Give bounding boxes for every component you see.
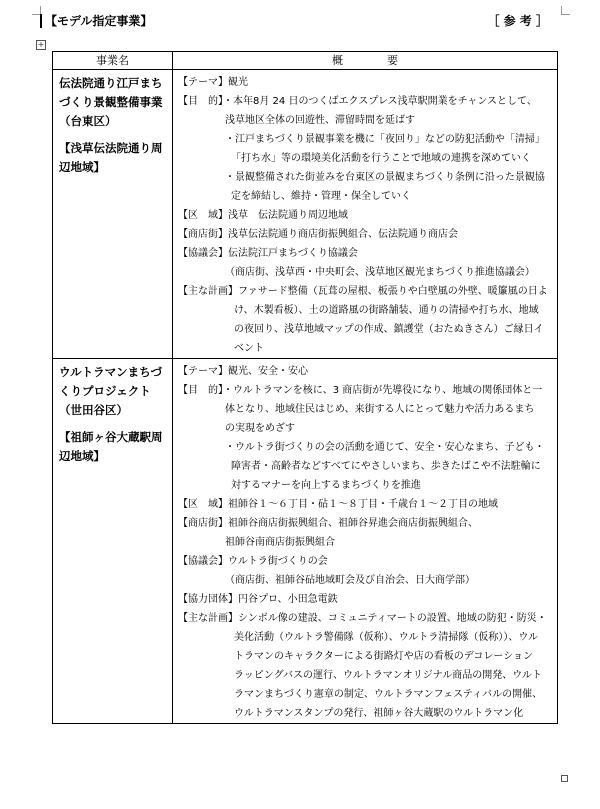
summary-line: 【商店街】祖師谷商店街振興組合、祖師谷昇進会商店街振興組合、 [178,518,478,529]
summary-line: 浅草地区全体の回遊性、滞留時間を延ばす [225,115,415,126]
summary-line: 美化活動（ウルトラ警備隊（仮称）、ウルトラ清掃隊（仮称））、ウル [234,632,539,643]
project-location: 【祖師ヶ谷大蔵駅周 辺地域】 [59,430,163,463]
summary-line: 【目 的】・本年8月 24 日のつくばエクスプレス浅草駅開業をチャンスとして、 [178,96,537,107]
header-model-label: 【モデル指定事業】 [40,12,152,29]
summary-line: （商店街、祖師谷砧地域町会及び自治会、日大商学部） [225,575,475,586]
summary-line: 【主な計画】シンボル像の建設、コミュニティマートの設置、地域の防犯・防災・ [178,613,547,624]
project-name-cell [53,359,173,724]
summary-line: ・景観整備された街並みを台東区の景観まちづくり条例に沿った景観協 [225,172,545,183]
summary-line: （商店街、浅草西・中央町会、浅草地区観光まちづくり推進協議会） [225,267,535,278]
project-name: ウルトラマンまちづ くりプロジェクト （世田谷区） [59,365,163,417]
summary-line: 【協議会】伝法院江戸まちづくり協議会 [178,248,358,259]
summary-line: 障害者・高齢者などすべてにやさしいまち、歩きたばこや不法駐輪に [231,461,541,472]
summary-line: 【商店街】浅草伝法院通り商店街振興組合、伝法院通り商店会 [178,229,458,240]
summary-line: の実現をめざす [225,423,295,434]
table-resize-handle-icon[interactable] [561,775,568,782]
summary-line: 体となり、地域住民はじめ、来街する人にとって魅力や活力あるまち [225,404,535,415]
table-row [53,359,558,724]
table-move-handle-icon[interactable]: + [37,40,45,49]
summary-line: ウルトラマンスタンプの発行、祖師ヶ谷大蔵駅のウルトラマン化 [234,708,524,719]
summary-line: 対するマナーを向上するまちづくりを推進 [231,480,421,491]
summary-line: ベント [234,343,264,354]
summary-line: トラマンのキャラクターによる街路灯や店の看板のデコレーション [234,651,533,662]
summary-line: 【テーマ】観光、安全・安心 [178,366,308,377]
summary-line: 定を締結し、維持・管理・保全していく [231,191,411,202]
summary-line: ラッピングバスの運行、ウルトラマンオリジナル商品の開発、ウルト [234,670,542,681]
project-name: 伝法院通り江戸まち づくり景観整備事業 （台東区） [59,76,163,128]
project-summary-cell [173,70,558,359]
summary-line: ラマンまちづくり憲章の制定、ウルトラマンフェスティバルの開催、 [234,689,543,700]
summary-line: 「打ち水」等の環境美化活動を行うことで地域の連携を深めていく [231,153,531,164]
project-location: 【浅草伝法院通り周 辺地域】 [59,141,163,174]
summary-line: け、木製看板）、土の道路風の街路舗装、通りの清掃や打ち水、地域 [234,305,539,316]
summary-line: 【目 的】・ウルトラマンを核に、3 商店街が先導役になり、地域の関係団体と一 [178,385,543,396]
project-summary-cell [173,359,558,724]
crop-mark-top-right [561,6,570,15]
summary-line: ・ウルトラ街づくりの会の活動を通じて、安全・安心なまち、子ども・ [225,442,545,453]
table-row [53,70,558,359]
summary-line: 【主な計画】ファサード整備（瓦葺の屋根、板張りや白壁風の外壁、暖簾風の日よ [178,286,548,297]
col-header-summary: 概 要 [173,52,558,70]
summary-line: 祖師谷南商店街振興組合 [225,537,335,548]
summary-line: 【協力団体】円谷プロ、小田急電鉄 [178,594,338,605]
projects-table [52,51,558,724]
project-name-cell [53,70,173,359]
summary-line: 【協議会】ウルトラ街づくりの会 [178,556,328,567]
summary-line: ・江戸まちづくり景観事業を機に「夜回り」などの防犯活動や「清掃」 [225,134,545,145]
table-header-row [53,52,558,70]
summary-line: 【区 域】祖師谷１～６丁目・砧１～８丁目・千歳台１～２丁目の地域 [178,499,498,510]
col-header-project-name: 事業名 [53,52,173,70]
header-reference-label: ［ 参 考 ］ [487,14,548,28]
summary-line: 【区 域】浅草 伝法院通り周辺地域 [178,210,348,221]
summary-line: 【テーマ】観光 [178,77,248,88]
summary-line: の夜回り、浅草地域マップの作成、鎮護堂（おたぬきさん）ご縁日イ [234,324,544,335]
